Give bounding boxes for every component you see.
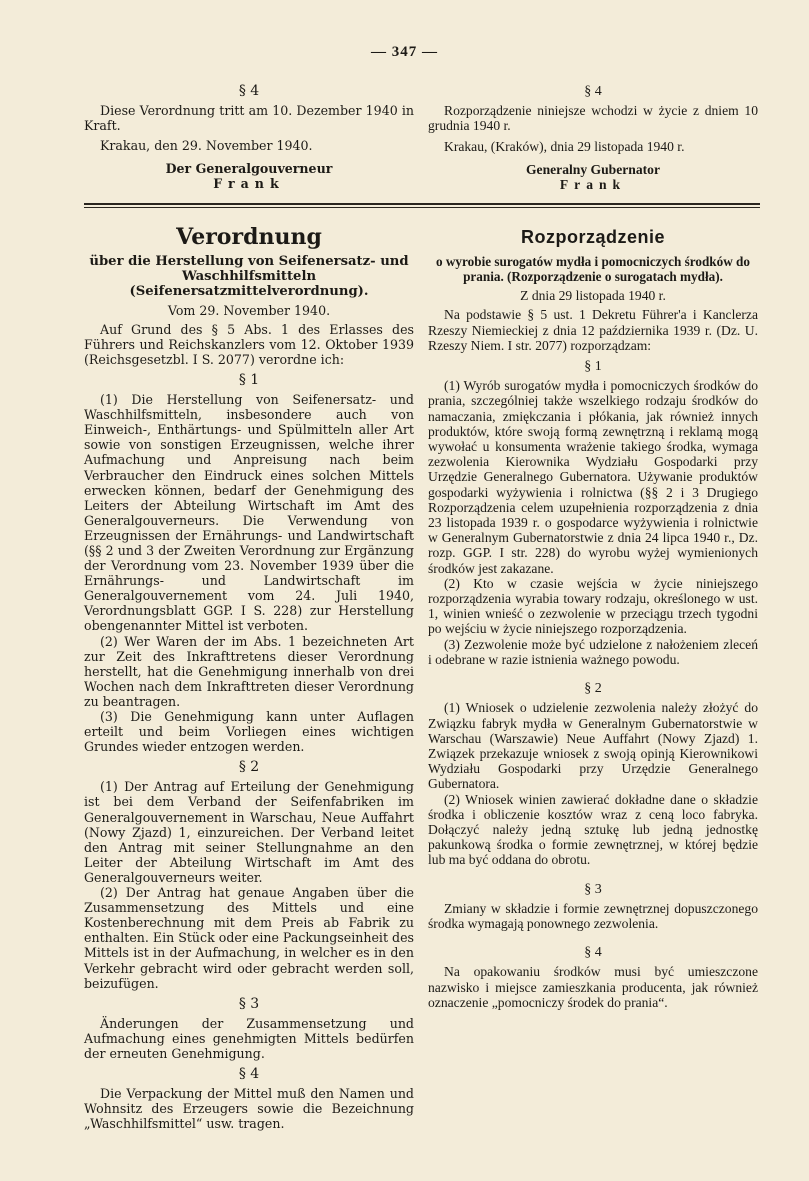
section-text: Rozporządzenie niniejsze wchodzi w życie z dniem 10 grudnia 1940 r. [428, 103, 758, 134]
section-paragraph: (2) Kto w czasie wejścia w życie niniejszego rozporządzenia wyrabia towary rodzaju, określonego w ust. 1, winien wnieść o zezwolenie w przeciągu trzech tygodni po wejściu w życie niniejszego rozporządzenia. [428, 575, 758, 637]
ordinance-date: Z dnia 29 listopada 1940 r. [520, 288, 666, 304]
section-paragraph: Zmiany w składzie i formie zewnętrznej dopuszczonego środka wymagają ponownego zezwolenia. [428, 900, 758, 931]
section-heading: § 4 [584, 84, 602, 99]
section-heading: § 1 [238, 371, 260, 388]
section-heading: § 3 [584, 881, 602, 897]
section-paragraph: Die Verpackung der Mittel muß den Namen und Wohnsitz des Erzeugers sowie die Bezeichnung „Waschhilfsmittel“ usw. tragen. [84, 1086, 414, 1132]
section-paragraph: (1) Wyrób surogatów mydła i pomocniczych środków do prania, szczególniej także wszelkiego rodzaju środków do namaczania, zmiękczania i płókania, jak również innych produktów, które swoją formą zewnętrzną i reklamą mogą wywołać u konsumenta wrażenie takiego środka, wymaga zezwolenia Kierownika Wydziału Gospodarki przy Urzędzie Generalnego Gubernatora. Używanie produktów gospodarki wyżywienia i rolnictwa (§§ 2 i 3 Drugiego Rozporządzenia celem uzupełnienia rozporządzenia z dnia 23 listopada 1939 r. o gospodarce wyżywienia i rolnictwie w Generalnym Gubernatorstwie z dnia 24 lipca 1940 r., Dz. rozp. GGP. I str. 228) do wyrobu wyżej wymienionych środków jest zakazane. [428, 378, 758, 576]
section-heading: § 4 [238, 1066, 260, 1083]
section-paragraph: (1) Wniosek o udzielenie zezwolenia należy złożyć do Związku fabryk mydła w Generalnym Gubernatorstwie w Warschau (Warszawie) Neue Auffahrt (Nowy Zjazd) 1. Związek przekazuje wniosek z swoją opinją Kierownikowi Wydziału Gospodarki przy Urzędzie Generalnego Gubernatora. [428, 700, 758, 792]
section-paragraph: (2) Der Antrag hat genaue Angaben über die Zusammensetzung des Mittels und eine Kostenberechnung mit dem Preis ab Fabrik zu enthalten. Ein Stück oder eine Packungseinheit des Mittels ist in der Aufmachung, in welcher es in den Verkehr gebracht wird oder gebracht werden soll, beizufügen. [84, 885, 414, 991]
german-column [84, 78, 414, 1131]
ordinance-title: Rozporządzenie [520, 227, 665, 248]
preamble: Na podstawie § 5 ust. 1 Dekretu Führer'a i Kanclerza Rzeszy Niemieckiej z dnia 12 października 1939 r. (Dz. U. Rzeszy Niem. I str. 2077) rozporządzam: [428, 307, 758, 353]
place-date: Krakau, den 29. November 1940. [100, 138, 313, 154]
ordinance-title: Verordnung [176, 223, 322, 250]
section-heading: § 2 [238, 759, 260, 776]
ordinance-subtitle: über die Herstellung von Seifenersatz- und Waschhilfsmitteln (Seifenersatzmittelverordnung). [89, 253, 409, 299]
signature-title: Generalny Gubernator [525, 161, 661, 177]
section-heading: § 4 [238, 83, 260, 99]
place-date: Krakau, (Kraków), dnia 29 listopada 1940 r. [444, 138, 685, 154]
signature-title: Der Generalgouverneur [165, 161, 333, 177]
section-heading: § 4 [584, 945, 602, 961]
section-paragraph: (3) Die Genehmigung kann unter Auflagen erteilt und beim Vorliegen eines wichtigen Grundes wieder entzogen werden. [84, 709, 414, 755]
signature-name: Frank [559, 177, 627, 193]
section-heading: § 1 [584, 359, 602, 375]
page-number: — 347 — [371, 44, 438, 60]
section-heading: § 2 [584, 681, 602, 697]
ordinance-date: Vom 29. November 1940. [167, 302, 331, 318]
section-paragraph: (1) Der Antrag auf Erteilung der Genehmigung ist bei dem Verband der Seifenfabriken im Generalgouvernement in Warschau, Neue Auffahrt (Nowy Zjazd) 1, einzureichen. Der Verband leitet den Antrag mit seiner Stellungnahme an den Leiter der Abteilung Wirtschaft im Amt des Generalgouverneurs weiter. [84, 779, 414, 885]
section-paragraph: (3) Zezwolenie może być udzielone z nałożeniem zleceń i odebrane w razie istnienia ważnego powodu. [428, 636, 758, 667]
section-paragraph: (2) Wniosek winien zawierać dokładne dane o składzie środka i obliczenie kosztów wraz z ceną loco fabryka. Dołączyć należy jedną sztukę lub jedną jednostkę pakunkową środka o formie zewnętrznej, w której będzie lub ma być oddana do obrotu. [428, 791, 758, 868]
signature-name: Frank [213, 176, 285, 192]
polish-column [428, 78, 758, 1010]
section-paragraph: (1) Die Herstellung von Seifenersatz- und Waschhilfsmitteln, insbesondere auch von Einweich-, Enthärtungs- und Spülmitteln aller Art sowie von sonstigen Erzeugnissen, welche ihrer Aufmachung und Anpreisung nach beim Verbraucher den Eindruck eines solchen Mittels erwecken können, bedarf der Genehmigung des Leiters der Abteilung Wirtschaft im Amt des Generalgouverneurs. Die Verwendung von Erzeugnissen der Ernährungs- und Landwirtschaft (§§ 2 und 3 der Zweiten Verordnung zur Ergänzung der Verordnung vom 23. November 1939 über die Ernährungs- und Landwirtschaft im Generalgouvernement vom 24. Juli 1940, Verordnungsblatt GGP. I S. 228) zur Herstellung obengenannter Mittel ist verboten. [84, 392, 414, 634]
section-paragraph: (2) Wer Waren der im Abs. 1 bezeichneten Art zur Zeit des Inkrafttretens dieser Verordnung herstellt, hat die Genehmigung innerhalb von drei Wochen nach dem Inkrafttreten dieser Verordnung zu beantragen. [84, 633, 414, 709]
divider-line [84, 203, 760, 205]
section-paragraph: Na opakowaniu środków musi być umieszczone nazwisko i miejsce zamieszkania producenta, jak również oznaczenie „pomocniczy środek do prania“. [428, 964, 758, 1010]
preamble: Auf Grund des § 5 Abs. 1 des Erlasses des Führers und Reichskanzlers vom 12. Oktober 1939 (Reichsgesetzbl. I S. 2077) verordne ich: [84, 321, 414, 367]
section-heading: § 3 [238, 995, 260, 1012]
section-paragraph: Änderungen der Zusammensetzung und Aufmachung eines genehmigten Mittels bedürfen der erneuten Genehmigung. [84, 1015, 414, 1061]
section-text: Diese Verordnung tritt am 10. Dezember 1940 in Kraft. [84, 103, 414, 134]
ordinance-subtitle: o wyrobie surogatów mydła i pomocniczych środków do prania. (Rozporządzenie o surogatach mydła). [436, 254, 750, 285]
divider-line-thin [84, 207, 760, 208]
